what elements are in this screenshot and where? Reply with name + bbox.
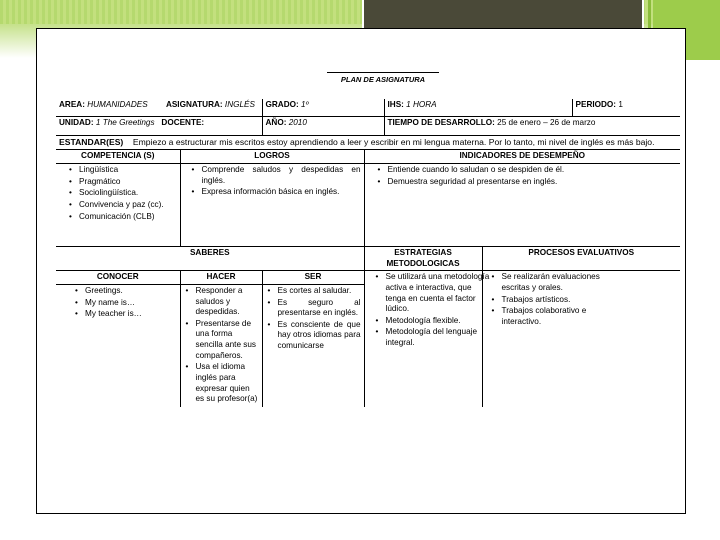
indicadores-list — [368, 165, 678, 187]
tiempo-label: TIEMPO DE DESARROLLO: — [387, 118, 495, 128]
list-item: • Lingüística — [69, 165, 177, 176]
list-item: • Trabajos artísticos. — [492, 295, 624, 306]
area-label: AREA: — [59, 99, 85, 109]
ser-header: SER — [262, 271, 364, 285]
area-value: HUMANIDADES — [87, 99, 148, 109]
list-item: • Entiende cuando lo saludan o se despiden de él. — [378, 165, 678, 176]
anio-label: AÑO: — [265, 118, 287, 128]
grado-label: GRADO: — [265, 99, 299, 109]
logros-header: LOGROS — [180, 150, 364, 164]
saberes-header: SABERES — [56, 246, 364, 270]
list-item: • Comunicación (CLB) — [69, 212, 177, 223]
list-item: • Metodología flexible. — [376, 316, 492, 327]
conocer-header: CONOCER — [56, 271, 180, 285]
procesos-list — [486, 272, 624, 327]
list-item: • My name is… — [75, 298, 177, 309]
logros-list — [184, 165, 361, 198]
row-unidad — [56, 117, 680, 136]
estandar-text: Empiezo a estructurar mis escritos estoy aprendiendo a leer y escribir en mi lengua materna. Por lo tanto, mi nivel de inglés es más bajo. — [132, 137, 655, 148]
estandar-label: ESTANDAR(ES) — [59, 137, 124, 148]
list-item: • Es consciente de que hay otros idiomas para comunicarse — [268, 320, 361, 352]
list-item: • Sociolingüística. — [69, 188, 177, 199]
list-item: • My teacher is… — [75, 309, 177, 320]
tiempo-value: 25 de enero – 26 de marzo — [497, 118, 596, 128]
list-item: • Es seguro al presentarse en inglés. — [268, 298, 361, 319]
list-item: • Presentarse de una forma sencilla ante sus compañeros. — [186, 319, 259, 362]
periodo-label: PERIODO: — [575, 99, 617, 109]
docente-label: DOCENTE: — [161, 118, 205, 128]
ser-list — [266, 286, 361, 352]
grado-value: 1º — [300, 99, 309, 109]
row-saberes-headers — [56, 246, 680, 270]
hacer-header: HACER — [180, 271, 262, 285]
list-item: • Trabajos colaborativo e interactivo. — [492, 306, 624, 327]
list-item: • Usa el idioma inglés para expresar quien es su profesor(a) — [186, 362, 259, 405]
row-main-content — [56, 163, 680, 246]
plan-title: PLAN DE ASIGNATURA — [327, 72, 439, 85]
list-item: • Pragmático — [69, 177, 177, 188]
conocer-list — [59, 286, 177, 320]
procesos-header: PROCESOS EVALUATIVOS — [482, 246, 680, 270]
indicadores-header: INDICADORES DE DESEMPEÑO — [364, 150, 680, 164]
hacer-list — [184, 286, 259, 405]
list-item: • Expresa información básica en inglés. — [192, 187, 361, 198]
competencias-list — [59, 165, 177, 222]
asignatura-label: ASIGNATURA: — [165, 99, 223, 109]
ihs-value: 1 HORA — [406, 99, 437, 109]
anio-value: 2010 — [288, 118, 307, 128]
plan-table — [56, 99, 680, 407]
estrategias-header: ESTRATEGIAS METODOLOGICAS — [364, 246, 482, 270]
list-item: • Comprende saludos y despedidas en inglés. — [192, 165, 361, 186]
estrategias-list — [368, 272, 492, 349]
row-sub-headers — [56, 271, 680, 285]
list-item: • Se realizarán evaluaciones escritas y orales. — [492, 272, 624, 293]
unidad-value: 1 The Greetings — [95, 118, 155, 128]
list-item: • Responder a saludos y despedidas. — [186, 286, 259, 318]
list-item: • Convivencia y paz (cc). — [69, 200, 177, 211]
list-item: • Es cortes al saludar. — [268, 286, 361, 297]
list-item: • Greetings. — [75, 286, 177, 297]
ihs-label: IHS: — [387, 99, 404, 109]
list-item: • Demuestra seguridad al presentarse en inglés. — [378, 177, 678, 188]
asignatura-value: INGLÉS — [224, 99, 255, 109]
row-estandar — [56, 136, 680, 150]
plan-document — [56, 72, 680, 407]
row-main-headers — [56, 150, 680, 164]
competencia-header: COMPETENCIA (S) — [56, 150, 180, 164]
list-item: • Se utilizará una metodología activa e interactiva, que tenga en cuenta el factor lúdico. — [376, 272, 492, 315]
periodo-value: 1 — [618, 99, 623, 109]
list-item: • Metodología del lenguaje integral. — [376, 327, 492, 348]
row-area — [56, 99, 680, 117]
unidad-label: UNIDAD: — [59, 118, 94, 128]
